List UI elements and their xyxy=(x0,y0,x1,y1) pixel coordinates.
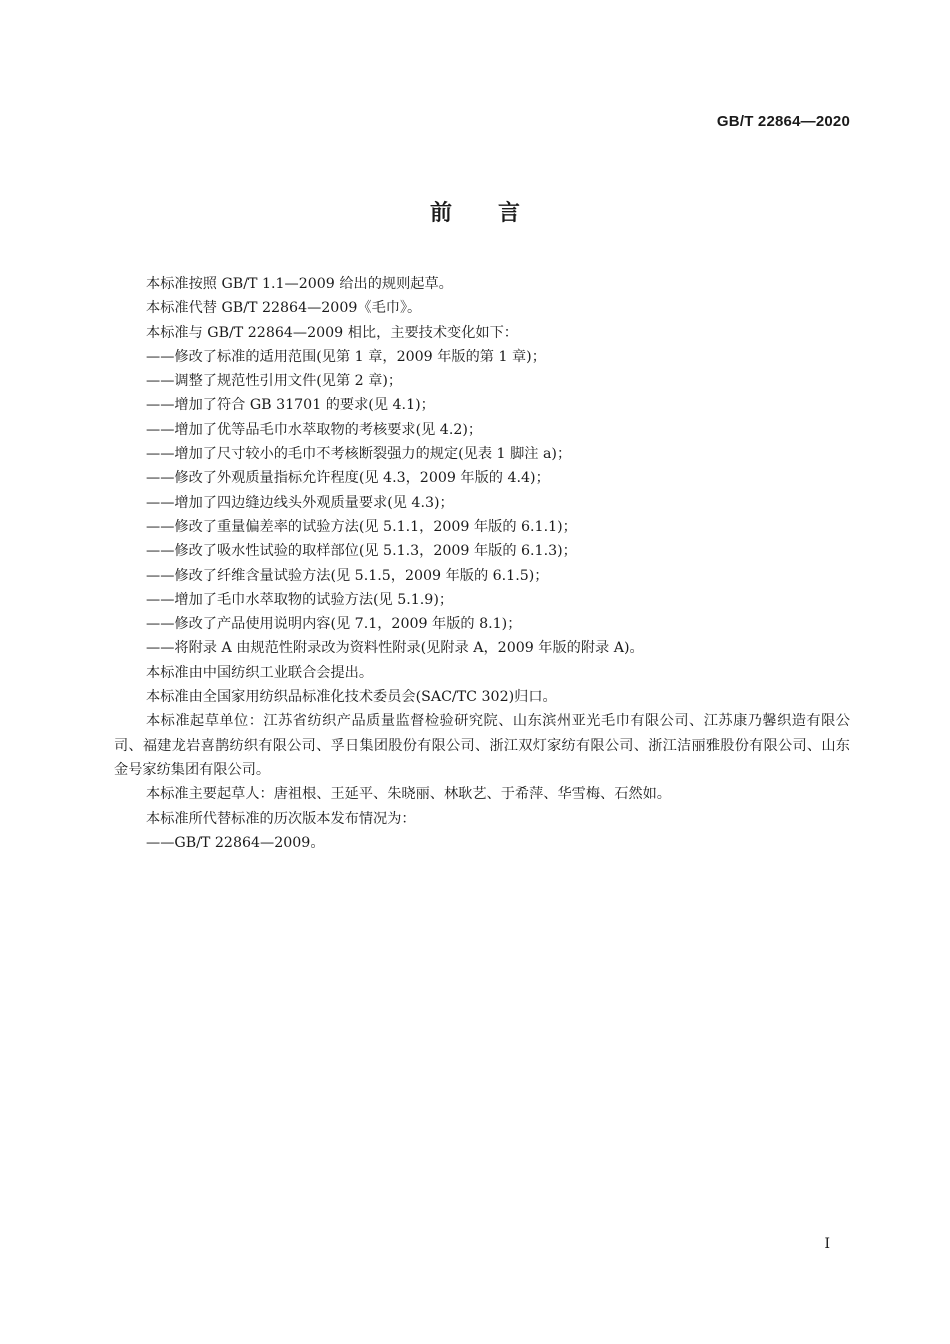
paragraph-history-intro: 本标准所代替标准的历次版本发布情况为： xyxy=(146,810,416,827)
paragraph-administered-by: 本标准由全国家用纺织品标准化技术委员会(SAC/TC 302)归口。 xyxy=(146,689,557,706)
section-title xyxy=(0,196,950,227)
change-item: ——增加了符合 GB 31701 的要求(见 4.1)； xyxy=(146,397,435,414)
change-item: ——增加了四边缝边线头外观质量要求(见 4.3)； xyxy=(146,494,454,511)
change-item: ——将附录 A 由规范性附录改为资料性附录(见附录 A，2009 年版的附录 A)。 xyxy=(146,640,644,657)
change-item: ——修改了吸水性试验的取样部位(见 5.1.3，2009 年版的 6.1.3)； xyxy=(146,543,577,560)
paragraph-drafting-units: 本标准起草单位：江苏省纺织产品质量监督检验研究院、山东滨州亚光毛巾有限公司、江苏康乃馨织造有限公司、福建龙岩喜鹊纺织有限公司、孚日集团股份有限公司、浙江双灯家纺有限公司、浙江洁丽雅股份有限公司、山东金号家纺集团有限公司。 xyxy=(114,713,850,778)
paragraph-replaces: 本标准代替 GB/T 22864—2009《毛巾》。 xyxy=(146,300,422,317)
change-item: ——修改了产品使用说明内容(见 7.1，2009 年版的 8.1)； xyxy=(146,616,522,633)
page-number: I xyxy=(824,1236,830,1252)
paragraph-drafters: 本标准主要起草人：唐祖根、王延平、朱晓丽、林耿艺、于希萍、华雪梅、石然如。 xyxy=(146,786,671,803)
change-item: ——调整了规范性引用文件(见第 2 章)； xyxy=(146,373,403,390)
change-item: ——增加了毛巾水萃取物的试验方法(见 5.1.9)； xyxy=(146,591,454,608)
paragraph-changes-intro: 本标准与 GB/T 22864—2009 相比，主要技术变化如下： xyxy=(146,324,518,341)
title-char-2: 言 xyxy=(498,201,521,226)
change-item: ——修改了纤维含量试验方法(见 5.1.5，2009 年版的 6.1.5)； xyxy=(146,567,549,584)
paragraph-drafting-rules: 本标准按照 GB/T 1.1—2009 给出的规则起草。 xyxy=(146,276,453,292)
title-char-1: 前 xyxy=(429,201,452,226)
history-item: ——GB/T 22864—2009。 xyxy=(146,834,325,851)
change-item: ——增加了优等品毛巾水萃取物的考核要求(见 4.2)； xyxy=(146,421,483,438)
paragraph-proposed-by: 本标准由中国纺织工业联合会提出。 xyxy=(146,664,374,681)
change-item: ——修改了标准的适用范围(见第 1 章，2009 年版的第 1 章)； xyxy=(146,348,546,365)
change-item: ——修改了重量偏差率的试验方法(见 5.1.1，2009 年版的 6.1.1)； xyxy=(146,518,577,535)
change-item: ——修改了外观质量指标允许程度(见 4.3，2009 年版的 4.4)； xyxy=(146,470,550,487)
standard-code: GB/T 22864—2020 xyxy=(716,113,850,130)
change-item: ——增加了尺寸较小的毛巾不考核断裂强力的规定(见表 1 脚注 a)； xyxy=(146,446,572,463)
changes-list xyxy=(114,345,850,661)
preface-body xyxy=(114,272,850,855)
